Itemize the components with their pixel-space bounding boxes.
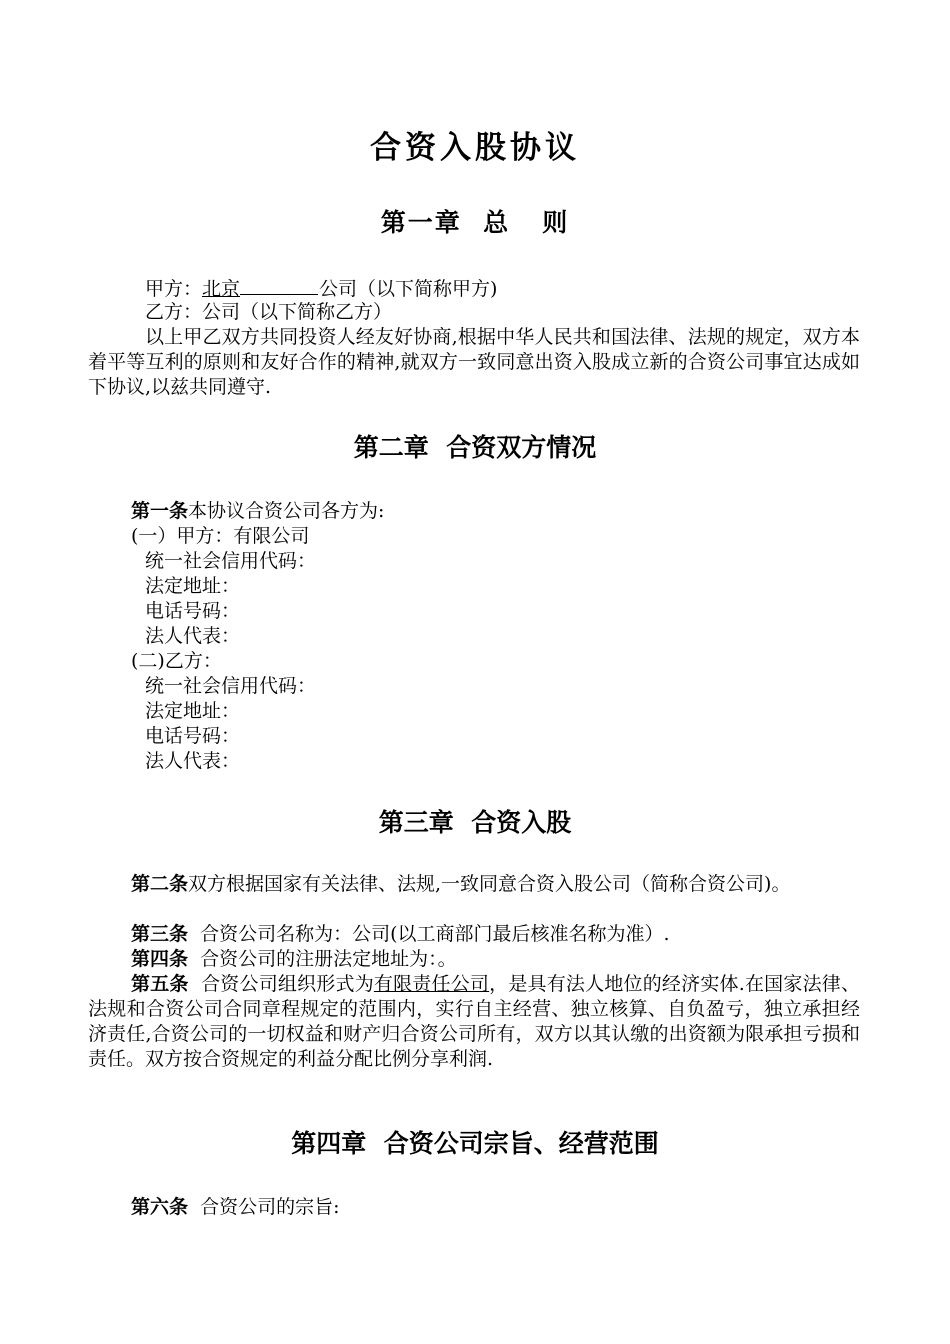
article-5	[88, 972, 860, 1072]
party-a-line	[145, 275, 497, 302]
article-5-org-form: 有限责任公司	[373, 973, 490, 995]
party-b-phone: 电话号码：	[145, 725, 241, 747]
party-b-line: 乙方：公司（以下简称乙方）	[145, 301, 393, 323]
article-2	[110, 872, 862, 897]
article-5-text-a: 合资公司组织形式为	[188, 973, 374, 995]
party-b-credit-code: 统一社会信用代码：	[145, 675, 317, 697]
article-5-text-b: ，是具有法人地位的经济实体.在国家法律、法规和合资公司合同章程规定的范围内，实行自主经营、独立核算、自负盈亏，独立承担经济责任,合资公司的一切权益和财产归合资公司所有，双方以其认缴的出资额为限承担亏损和责任。双方按合资规定的利益分配比例分享利润.	[88, 973, 860, 1070]
article-3-label: 第三条	[131, 923, 189, 945]
party-b-address: 法定地址：	[145, 700, 241, 722]
chapter-1-intro: 以上甲乙双方共同投资人经友好协商,根据中华人民共和国法律、法规的规定，双方本着平等互利的原则和友好合作的精神,就双方一致同意出资入股成立新的合资公司事宜达成如下协议,以兹共同遵守.	[88, 326, 860, 398]
article-1-label: 第一条	[131, 500, 189, 522]
chapter-1-heading: 第一章 总 则	[380, 208, 570, 237]
document-title: 合资入股协议	[370, 130, 580, 166]
article-5-label: 第五条	[131, 973, 189, 995]
party-a-address: 法定地址：	[145, 575, 241, 597]
party-a-phone: 电话号码：	[145, 600, 241, 622]
article-4-label: 第四条	[131, 948, 189, 970]
party-a-representative: 法人代表：	[145, 625, 241, 647]
party-b-header: (二)乙方：	[131, 650, 222, 672]
party-a-credit-code: 统一社会信用代码：	[145, 550, 317, 572]
party-a-city: 北京	[202, 278, 241, 300]
article-3	[131, 922, 670, 947]
party-a-blank	[240, 275, 318, 295]
article-4-text: 合资公司的注册法定地址为：。	[188, 948, 457, 970]
party-a-suffix: 公司（以下简称甲方)	[319, 278, 498, 300]
article-6	[131, 1195, 340, 1220]
chapter-3-heading: 第三章 合资入股	[378, 808, 572, 837]
chapter-2-heading: 第二章 合资双方情况	[353, 433, 597, 462]
article-4	[131, 947, 457, 972]
article-3-text: 合资公司名称为：公司(以工商部门最后核准名称为准）.	[188, 923, 670, 945]
chapter-4-heading: 第四章 合资公司宗旨、经营范围	[291, 1129, 659, 1158]
party-b-representative: 法人代表：	[145, 750, 241, 772]
party-a-header: (一）甲方：有限公司	[131, 525, 310, 547]
article-1-text: 本协议合资公司各方为:	[188, 500, 385, 522]
article-2-label: 第二条	[131, 873, 189, 895]
article-2-text: 双方根据国家有关法律、法规,一致同意合资入股公司（简称合资公司)。	[188, 873, 791, 895]
party-a-prefix: 甲方：	[145, 278, 203, 300]
article-6-label: 第六条	[131, 1196, 189, 1218]
article-6-text: 合资公司的宗旨:	[188, 1196, 340, 1218]
article-1	[131, 499, 384, 524]
